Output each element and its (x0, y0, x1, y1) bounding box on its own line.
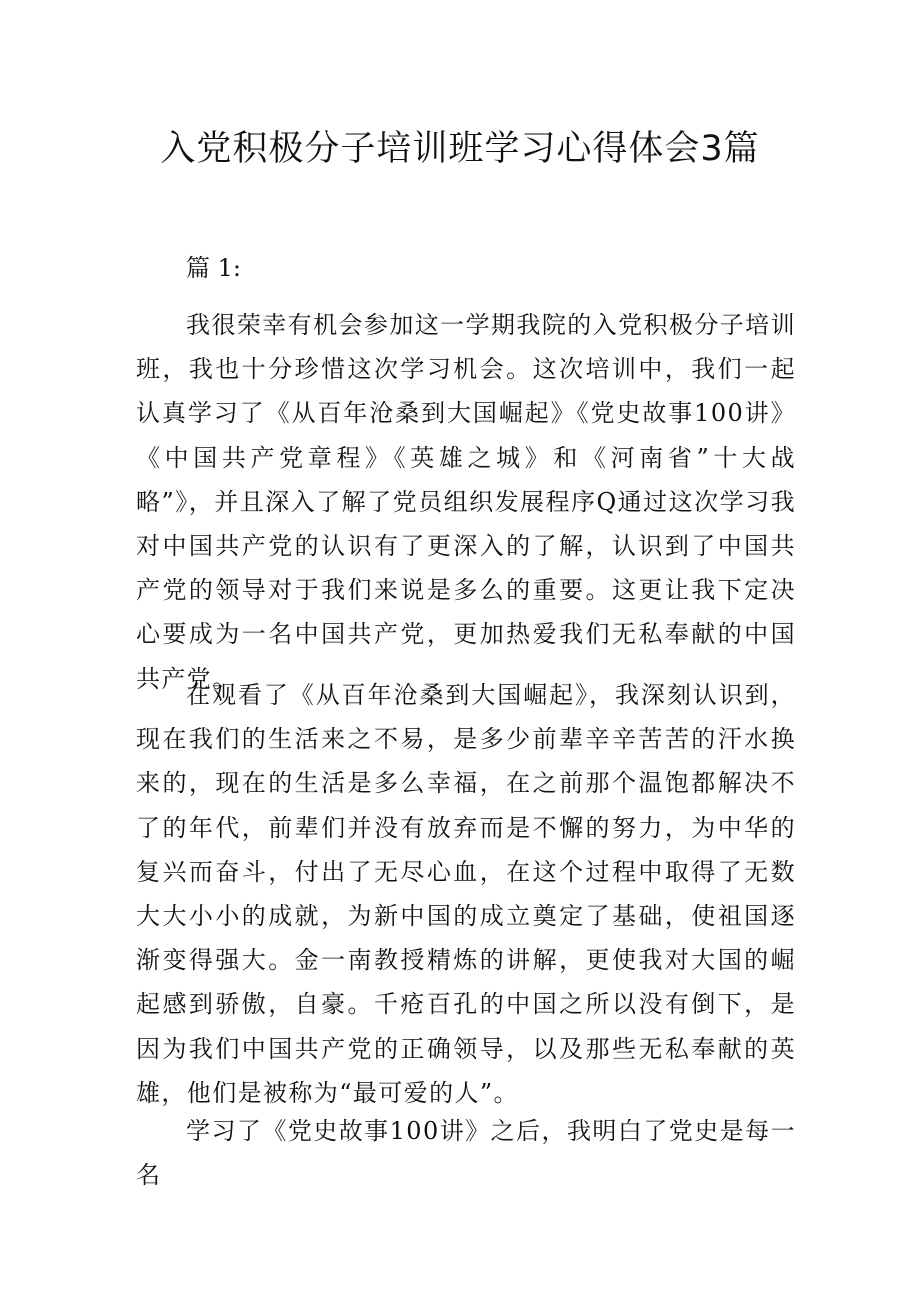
document-title: 入党积极分子培训班学习心得体会3篇 (160, 129, 760, 169)
paragraph-3: 学习了《党史故事100讲》之后，我明白了党史是每一名 (136, 1117, 796, 1190)
paragraph-2: 在观看了《从百年沧桑到大国崛起》，我深刻认识到，现在我们的生活来之不易，是多少前辈辛辛苦苦的汗水换来的，现在的生活是多么幸福，在之前那个温饱都解决不了的年代，前辈们并没有放弃而是不懈的努力，为中华的复兴而奋斗，付出了无尽心血，在这个过程中取得了无数大大小小的成就，为新中国的成立奠定了基础，使祖国逐渐变得强大。金一南教授精炼的讲解，更使我对大国的崛起感到骄傲，自豪。千疮百孔的中国之所以没有倒下，是因为我们中国共产党的正确领导，以及那些无私奉献的英雄，他们是被称为“最可爱的人”。 (136, 681, 796, 1107)
section-label: 篇 1: (186, 254, 241, 282)
paragraph-1: 我很荣幸有机会参加这一学期我院的入党积极分子培训班，我也十分珍惜这次学习机会。这次培训中，我们一起认真学习了《从百年沧桑到大国崛起》《党史故事100讲》《中国共产党章程》《英雄之城》和《河南省”十大战略”》，并且深入了解了党员组织发展程序Q通过这次学习我对中国共产党的认识有了更深入的了解，认识到了中国共产党的领导对于我们来说是多么的重要。这更让我下定决心要成为一名中国共产党，更加热爱我们无私奉献的中国共产党。 (136, 311, 796, 693)
